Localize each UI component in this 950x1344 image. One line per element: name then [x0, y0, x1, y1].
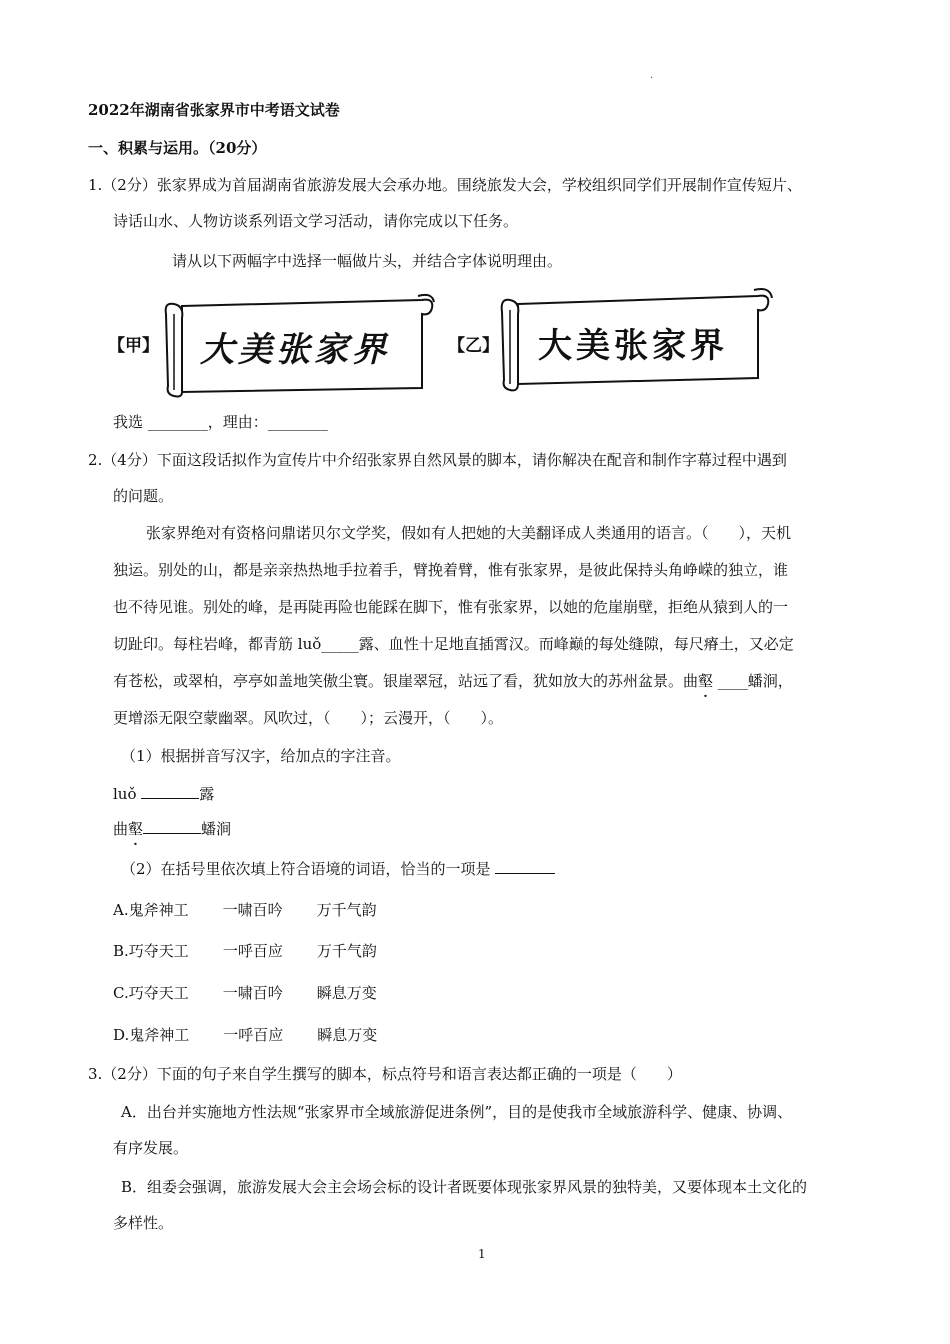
q3-option-a-line1: A．出台并实施地方性法规“张家界市全域旅游促进条例”，目的是使我市全域旅游科学、健康、协调、 — [121, 1103, 793, 1121]
q2-passage-5a: 有苍松，或翠柏，亭亭如盖地笑傲尘寰。银崖翠冠，站远了看，犹如放大的苏州盆景。曲 — [113, 672, 699, 690]
option-word: 一啸百吟 — [222, 984, 283, 1002]
q3-option-b-line2: 多样性。 — [113, 1214, 174, 1232]
q1-line1: 1.（2分）张家界成为首届湖南省旅游发展大会承办地。围绕旅发大会，学校组织同学们开展制作宣传短片、 — [88, 176, 802, 194]
q2-sub1b — [113, 818, 231, 840]
option-word: 巧夺天工 — [128, 984, 189, 1002]
q2-sub1: （1）根据拼音写汉字，给加点的字注音。 — [121, 747, 401, 765]
q2-sub1a-pinyin: luǒ — [113, 785, 137, 803]
scroll-yi-text: 大美张家界 — [538, 326, 728, 366]
q2-sub1b-blank[interactable] — [143, 819, 201, 834]
q2-passage-6: 更增添无限空蒙幽翠。风吹过，（ ）；云漫开，（ ）。 — [113, 709, 504, 727]
q2-passage-5-dot-char: 壑 — [698, 672, 714, 690]
q2-passage-1: 张家界绝对有资格问鼎诺贝尔文学奖，假如有人把她的大美翻译成人类通用的语言。（ ），天机 — [146, 524, 792, 542]
q2-sub1a-char: 露 — [199, 785, 215, 803]
q2-sub1a — [113, 783, 214, 805]
q3-option-b-line1: B．组委会强调，旅游发展大会主会场会标的设计者既要体现张家界风景的独特美，又要体现本土文化的 — [121, 1178, 808, 1196]
option-word: 一呼百应 — [223, 1026, 284, 1044]
option-word: 瞬息万变 — [316, 984, 377, 1002]
q2-sub2-text: （2）在括号里依次填上符合语境的词语，恰当的一项是 — [121, 860, 491, 878]
q1-answer-line: 我选 ________，理由：________ — [113, 413, 328, 431]
label-jia: 【甲】 — [108, 336, 159, 356]
q2-sub1b-pre: 曲 — [113, 820, 129, 838]
q1-instruction: 请从以下两幅字中选择一幅做片头，并结合字体说明理由。 — [172, 252, 563, 270]
page-title: 2022年湖南省张家界市中考语文试卷 — [88, 101, 340, 119]
q2-passage-4: 切趾印。每柱岩峰，都青筋 luǒ_____露、血性十足地直插霄汉。而峰巅的每处缝隙，每尺瘠土，又必定 — [113, 635, 794, 653]
q3-line1: 3.（2分）下面的句子来自学生撰写的脚本，标点符号和语言表达都正确的一项是（ ） — [88, 1065, 682, 1083]
q2-option-d — [113, 1024, 377, 1046]
q2-sub1b-dot-char: 壑 — [128, 820, 144, 838]
option-word: 瞬息万变 — [317, 1026, 378, 1044]
q2-option-b — [113, 940, 377, 962]
q2-line2: 的问题。 — [113, 487, 174, 505]
option-word: 一啸百吟 — [222, 901, 283, 919]
q2-option-a — [113, 899, 377, 921]
option-word: 巧夺天工 — [128, 942, 189, 960]
q2-sub1a-blank[interactable] — [141, 784, 199, 799]
q2-passage-3: 也不待见谁。别处的峰，是再陡再险也能踩在脚下，惟有张家界，以她的危崖崩壁，拒绝从猿到人的一 — [113, 598, 789, 616]
option-letter: C. — [113, 984, 129, 1002]
q2-sub2-blank[interactable] — [495, 859, 555, 874]
option-letter: A. — [113, 901, 129, 919]
q2-sub2 — [121, 858, 555, 880]
option-word: 万千气韵 — [316, 942, 377, 960]
section-heading: 一、积累与运用。（20分） — [88, 139, 267, 157]
q2-line1: 2.（4分）下面这段话拟作为宣传片中介绍张家界自然风景的脚本，请你解决在配音和制作字幕过程中遇到 — [88, 451, 787, 469]
option-letter: B. — [113, 942, 129, 960]
option-word: 一呼百应 — [222, 942, 283, 960]
option-word: 鬼斧神工 — [129, 1026, 190, 1044]
q2-sub1b-post: 蟠涧 — [201, 820, 232, 838]
option-word: 鬼斧神工 — [128, 901, 189, 919]
option-letter: D. — [113, 1026, 130, 1044]
q2-option-c — [113, 982, 377, 1004]
header-dot: . — [650, 70, 654, 81]
q3-option-a-line2: 有序发展。 — [113, 1139, 189, 1157]
scroll-jia-text: 大美张家界 — [200, 330, 390, 370]
q2-passage-5 — [113, 670, 793, 692]
q2-passage-2: 独运。别处的山，都是亲亲热热地手拉着手，臂挽着臂，惟有张家界，是彼此保持头角峥嵘的独立，谁 — [113, 561, 789, 579]
q2-passage-5b: ____蟠涧， — [713, 672, 793, 690]
q1-line2: 诗话山水、人物访谈系列语文学习活动，请你完成以下任务。 — [113, 212, 519, 230]
label-yi: 【乙】 — [448, 336, 499, 356]
page-number: 1 — [478, 1247, 486, 1261]
option-word: 万千气韵 — [316, 901, 377, 919]
